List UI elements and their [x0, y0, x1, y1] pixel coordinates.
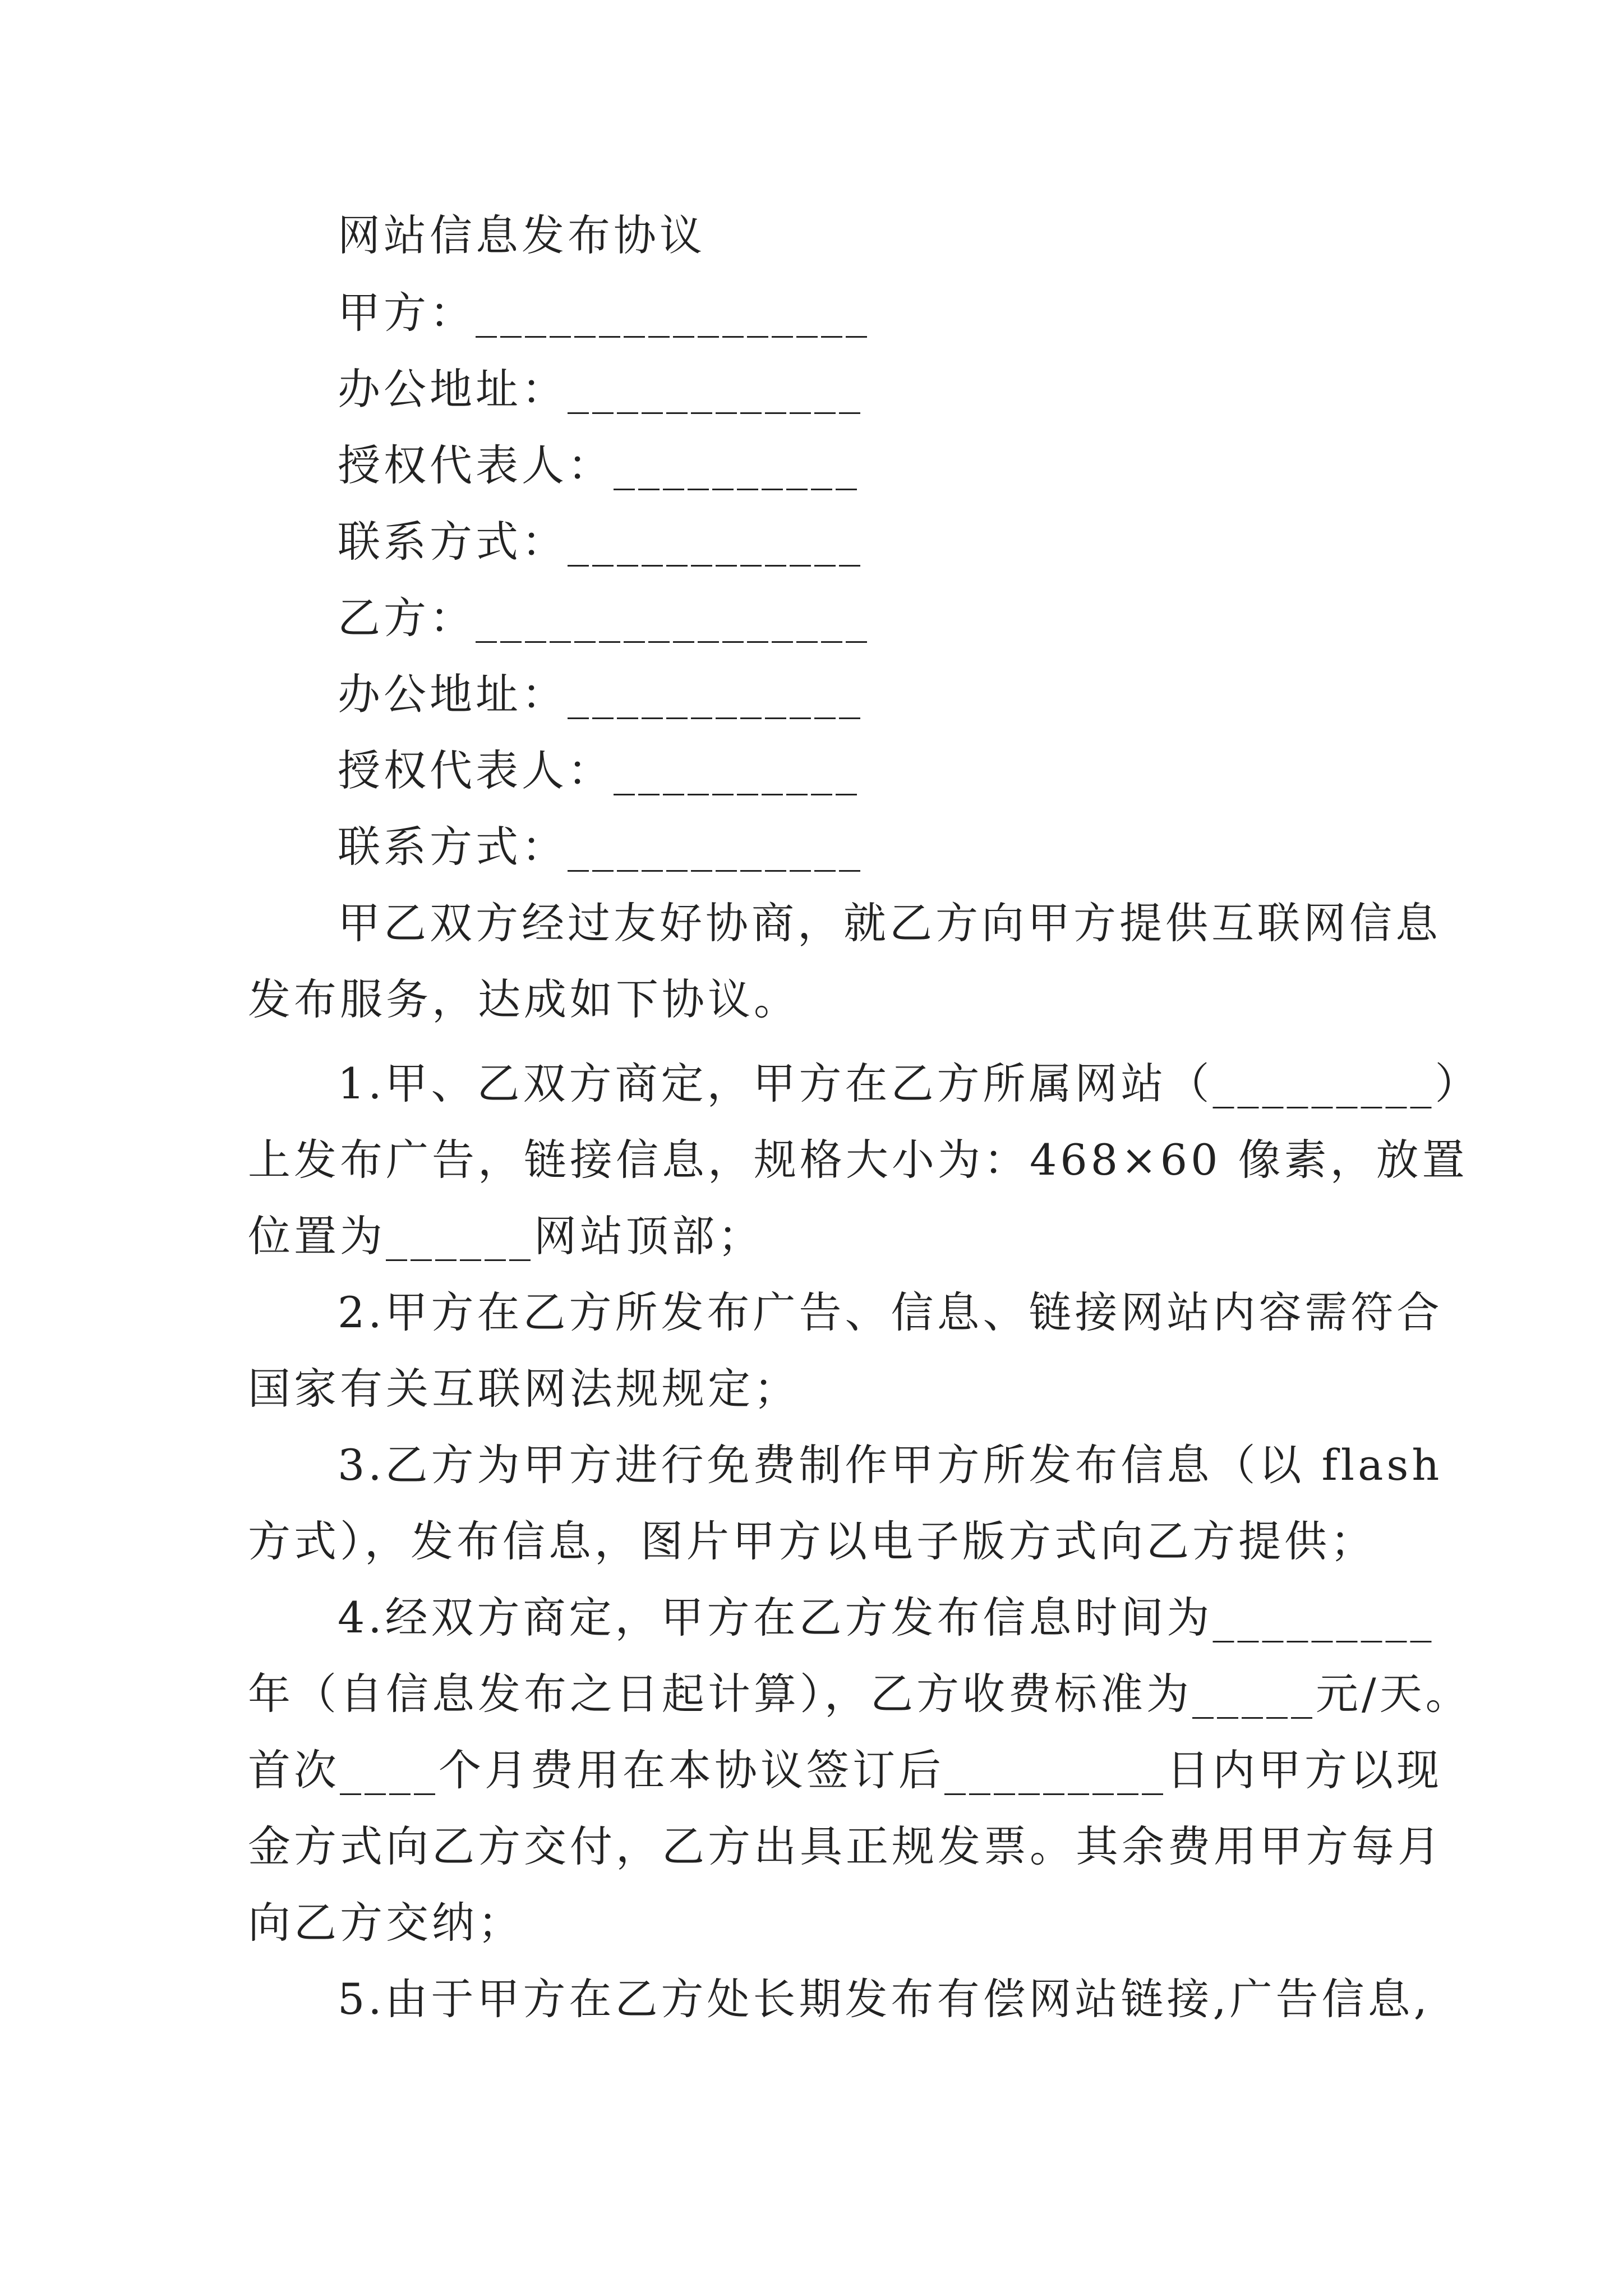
party-a-address-field: 办公地址：____________: [338, 364, 864, 414]
clause-3-line: 方式），发布信息，图片甲方以电子版方式向乙方提供；: [248, 1516, 1376, 1566]
party-b-representative-field: 授权代表人：__________: [338, 746, 860, 795]
clause-1-line: 位置为______网站顶部；: [248, 1211, 764, 1261]
intro-paragraph-line: 发布服务，达成如下协议。: [248, 974, 800, 1024]
clause-4-line: 首次____个月费用在本协议签订后_________日内甲方以现: [248, 1745, 1442, 1795]
document-title: 网站信息发布协议: [338, 210, 706, 260]
party-a-name-field: 甲方：________________: [338, 288, 870, 338]
clause-4-line: 向乙方交纳；: [248, 1898, 524, 1948]
intro-paragraph-line: 甲乙双方经过友好协商，就乙方向甲方提供互联网信息: [338, 898, 1441, 948]
clause-2-line: 2.甲方在乙方所发布广告、信息、链接网站内容需符合: [338, 1287, 1443, 1337]
clause-3-line: 3.乙方为甲方进行免费制作甲方所发布信息（以 flash: [338, 1440, 1443, 1490]
party-b-contact-field: 联系方式：____________: [338, 822, 864, 872]
party-b-address-field: 办公地址：____________: [338, 669, 864, 719]
party-a-contact-field: 联系方式：____________: [338, 517, 864, 567]
clause-2-line: 国家有关互联网法规规定；: [248, 1364, 800, 1414]
party-b-name-field: 乙方：________________: [338, 593, 870, 643]
party-a-representative-field: 授权代表人：__________: [338, 440, 860, 490]
clause-4-line: 年（自信息发布之日起计算），乙方收费标准为_____元/天。: [248, 1669, 1472, 1719]
clause-1-line: 上发布广告，链接信息，规格大小为：468×60 像素，放置: [248, 1135, 1468, 1185]
clause-4-line: 金方式向乙方交付，乙方出具正规发票。其余费用甲方每月: [248, 1821, 1444, 1871]
clause-4-line: 4.经双方商定，甲方在乙方发布信息时间为_________: [338, 1593, 1435, 1642]
clause-5-line: 5.由于甲方在乙方处长期发布有偿网站链接,广告信息,: [338, 1974, 1431, 2024]
clause-1-line: 1.甲、乙双方商定，甲方在乙方所属网站（_________）: [338, 1059, 1481, 1108]
